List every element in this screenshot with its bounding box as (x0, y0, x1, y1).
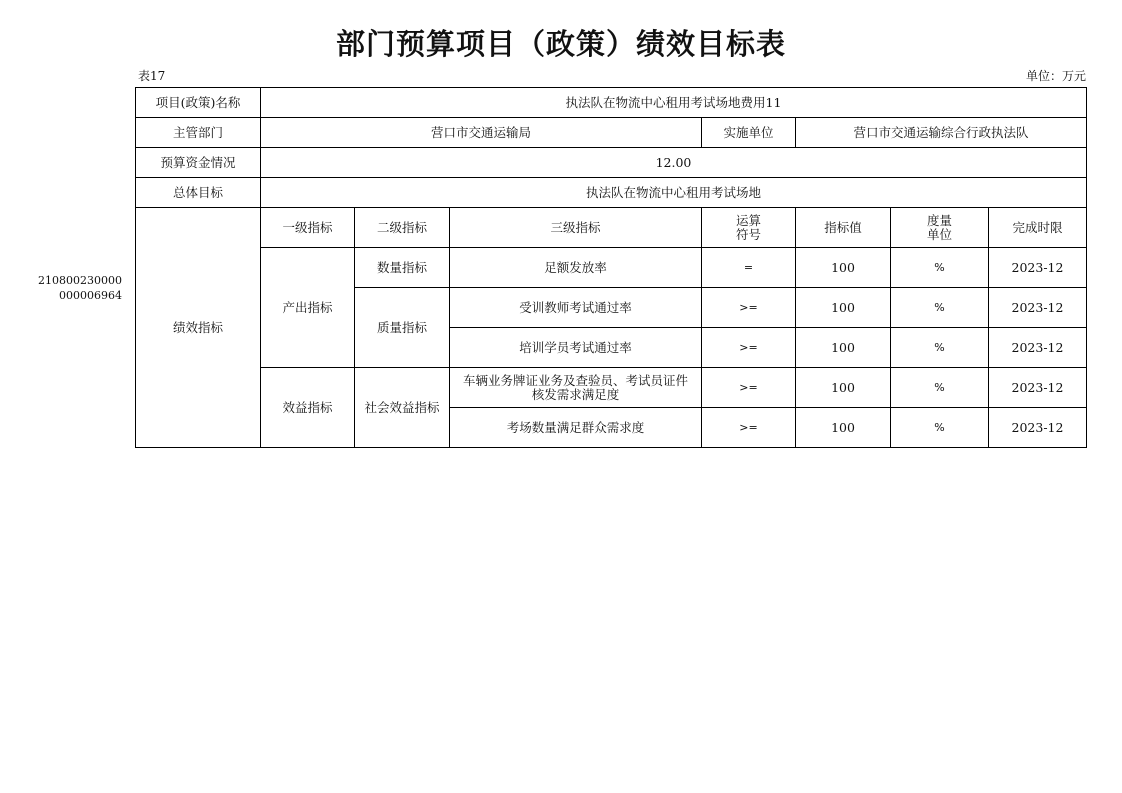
project-name-label: 项目(政策)名称 (136, 88, 261, 118)
indicator-value: 100 (796, 288, 891, 328)
level1-output: 产出指标 (261, 248, 355, 368)
indicator-operator: = (702, 248, 796, 288)
header-level3: 三级指标 (450, 208, 702, 248)
budget-label: 预算资金情况 (136, 148, 261, 178)
page-title: 部门预算项目（政策）绩效目标表 (335, 27, 786, 61)
header-value: 指标值 (796, 208, 891, 248)
indicator-row (136, 368, 1087, 408)
project-name-value: 执法队在物流中心租用考试场地费用11 (261, 88, 1087, 118)
indicator-section-label: 绩效指标 (136, 208, 261, 448)
project-code-line-1: 210800230000 (38, 274, 122, 287)
indicator-name: 考场数量满足群众需求度 (450, 408, 702, 448)
indicator-operator: >= (702, 368, 796, 408)
goal-value: 执法队在物流中心租用考试场地 (261, 178, 1087, 208)
indicator-deadline: 2023-12 (989, 288, 1087, 328)
indicator-name: 足额发放率 (450, 248, 702, 288)
project-row (136, 88, 1087, 118)
level2-social-benefit: 社会效益指标 (355, 368, 450, 448)
indicator-deadline: 2023-12 (989, 248, 1087, 288)
header-unit-line-2: 单位 (926, 226, 952, 242)
header-operator-line-2: 符号 (735, 226, 761, 242)
header-deadline: 完成时限 (989, 208, 1087, 248)
impl-unit-value: 营口市交通运输综合行政执法队 (796, 118, 1087, 148)
level2-quantity: 数量指标 (355, 248, 450, 288)
indicator-value: 100 (796, 248, 891, 288)
header-level1: 一级指标 (261, 208, 355, 248)
project-code-line-2: 000006964 (59, 289, 122, 302)
indicator-name-line-1: 车辆业务牌证业务及查验员、考试员证件 (462, 372, 688, 388)
indicator-unit: % (891, 248, 989, 288)
indicator-operator: >= (702, 408, 796, 448)
indicator-unit: % (891, 328, 989, 368)
budget-row (136, 148, 1087, 178)
unit-label: 单位：万元 (1025, 69, 1086, 83)
project-code (30, 273, 122, 303)
goal-row (136, 178, 1087, 208)
table-number: 表17 (138, 69, 166, 83)
indicator-name: 受训教师考试通过率 (450, 288, 702, 328)
indicator-unit: % (891, 368, 989, 408)
indicator-unit: % (891, 288, 989, 328)
level2-quality: 质量指标 (355, 288, 450, 368)
header-unit (891, 208, 989, 248)
budget-value: 12.00 (261, 148, 1087, 178)
dept-label: 主管部门 (136, 118, 261, 148)
header-operator-line-1: 运算 (735, 212, 761, 228)
goal-label: 总体目标 (136, 178, 261, 208)
indicator-deadline: 2023-12 (989, 368, 1087, 408)
header-unit-line-1: 度量 (926, 212, 952, 228)
level1-benefit: 效益指标 (261, 368, 355, 448)
header-operator (702, 208, 796, 248)
indicator-name: 培训学员考试通过率 (450, 328, 702, 368)
indicator-row (136, 248, 1087, 288)
indicator-value: 100 (796, 328, 891, 368)
dept-value: 营口市交通运输局 (261, 118, 702, 148)
indicator-name (450, 368, 702, 408)
indicator-deadline: 2023-12 (989, 328, 1087, 368)
indicator-deadline: 2023-12 (989, 408, 1087, 448)
department-row (136, 118, 1087, 148)
performance-target-table (135, 87, 1087, 448)
header-level2: 二级指标 (355, 208, 450, 248)
impl-unit-label: 实施单位 (702, 118, 796, 148)
indicator-unit: % (891, 408, 989, 448)
indicator-value: 100 (796, 408, 891, 448)
indicator-name-line-2: 核发需求满足度 (531, 386, 620, 402)
indicator-operator: >= (702, 288, 796, 328)
indicator-operator: >= (702, 328, 796, 368)
indicator-header-row (136, 208, 1087, 248)
indicator-value: 100 (796, 368, 891, 408)
